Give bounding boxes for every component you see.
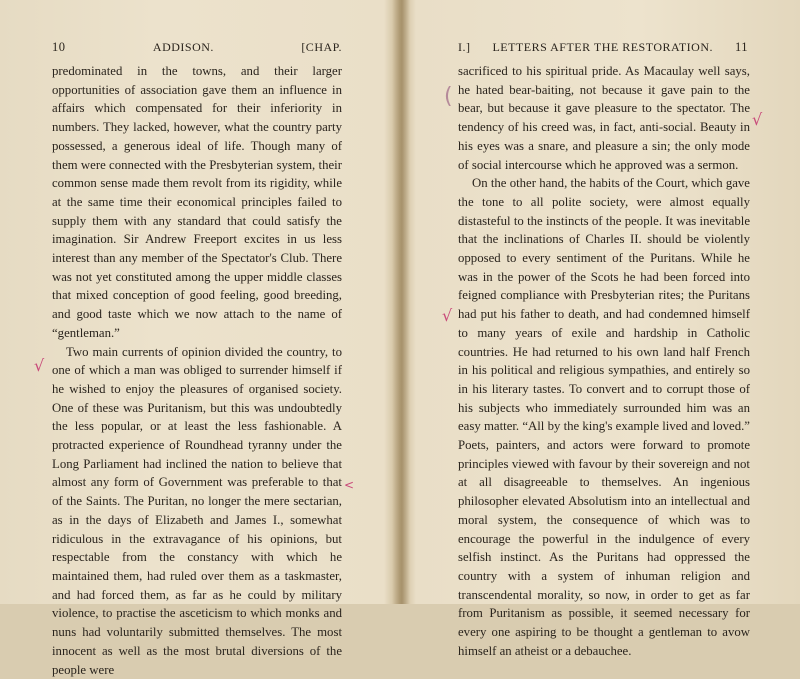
left-paragraph-1: predominated in the towns, and their larger opportunities of association gave them an influence in affairs which compensated for their inferiority in numbers. They lacked, however, what the country party possessed, a generous ideal of life. Though many of them were connected with the Presbyterian system, their common sense made them revolt from its rigidity, while at the same time their economical principles failed to supply them with any standard that could satisfy the imagination. Sir Andrew Freeport excites in us less interest than any member of the Spectator's Club. There was not yet constituted among the upper middle classes that mixed conception of good feeling, good breeding, and good taste which we now attach to the name of “gentleman.” <box>52 64 342 340</box>
margin-check-mark-right: √ <box>442 306 453 325</box>
left-page <box>0 0 396 677</box>
right-page-body <box>458 62 750 661</box>
right-paragraph-1: sacrificed to his spiritual pride. As Macaulay well says, he hated bear-baiting, not because it gave pain to the bear, but because it gave pleasure to the spectator. The tendency of his creed was, in fact, anti-social. Beauty in his eyes was a snare, and pleasure a sin; the only mode of social intercourse which he approved was a sermon. <box>458 64 750 172</box>
margin-check-mark: √ <box>34 356 45 375</box>
left-paragraph-2: Two main currents of opinion divided the country, to one of which a man was obliged to surrender himself if he wished to enjoy the pleasures of organised society. One of these was Puritanism, but this was undoubtedly the less popular, or at least the less fashionable. A protracted experience of Roundhead tyranny under the Long Parliament had inclined the nation to believe that almost any form of Government was preferable to that of the Saints. The Puritan, no longer the mere sectarian, as in the days of Elizabeth and James I., somewhat ridiculous in the extravagance of his opinions, but respectable from the constancy with which he maintained them, had ruled over them as a taskmaster, and had forced them, as far as he could by military violence, to practise the asceticism to which monks and nuns had voluntarily submitted themselves. The most innocent as well as the most brutal diversions of the people were <box>52 344 342 677</box>
margin-check-mark-right-top: √ <box>752 110 763 129</box>
left-page-body <box>52 62 342 679</box>
right-page <box>404 0 800 658</box>
right-section-marker: I.] <box>458 40 471 54</box>
left-page-number: 10 <box>52 40 66 54</box>
left-running-title: ADDISON. <box>152 40 214 54</box>
left-page-header <box>52 40 342 55</box>
margin-pencil-mark: < <box>344 478 355 492</box>
right-paragraph-2: On the other hand, the habits of the Court, which gave the tone to all polite society, were almost equally distasteful to the instincts of the people. It was inevitable that the inclinations of Charles II. should be violently opposed to every sentiment of the Puritans. While he was in the power of the Scots he had been forced into feigned compliance with Presbyterian rites; the Puritans had put his father to death, and had condemned himself to many years of exile and hardship in Catholic countries. He had returned to his own land half French in his political and religious sympathies, and entirely so in his literary tastes. To convert and to corrupt those of his subjects who immediately surrounded him was an easy matter. “All by the king's example lived and loved.” Poets, painters, and actors were forward to promote principles viewed with favour by their sovereign and not at all disagreeable to themselves. An ingenious philosopher elevated Absolutism into an intellectual and moral system, the consequence of which was to encourage the powerful in the indulgence of every selfish instinct. As the Puritans had oppressed the country with a system of inhuman religion and transcendental morality, so now, in order to get as far from Puritanism as possible, it seemed necessary for every one aspiring to be thought a gentleman to avow himself an atheist or a debauchee. <box>458 176 750 658</box>
margin-bracket-mark: ( <box>444 84 453 109</box>
right-page-number: 11 <box>734 40 748 54</box>
right-page-header <box>458 40 748 55</box>
right-running-title: LETTERS AFTER THE RESTORATION. <box>492 40 714 54</box>
left-section-marker: [CHAP. <box>301 40 342 54</box>
